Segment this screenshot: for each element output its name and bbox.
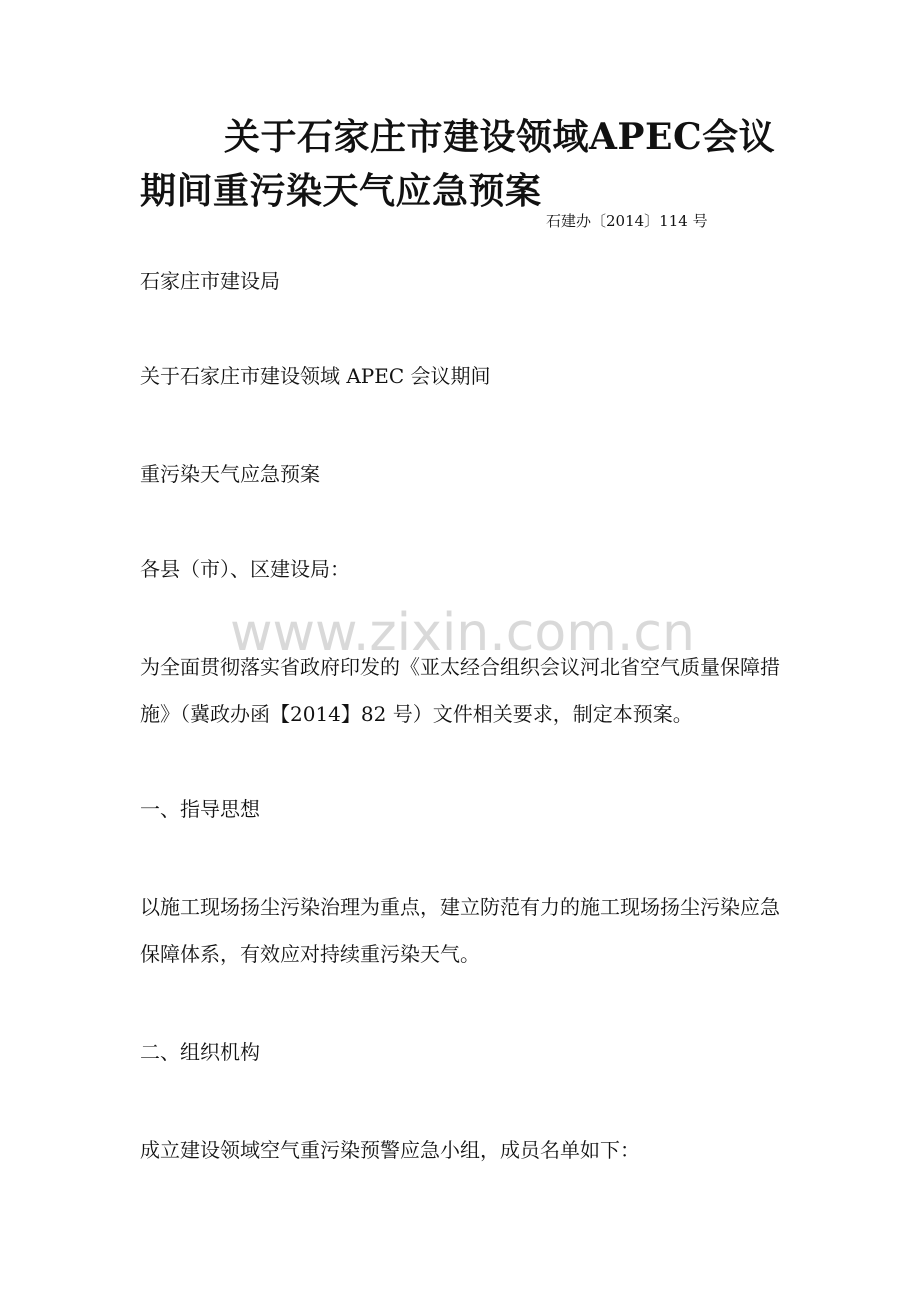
section-1-heading: 一、指导思想 xyxy=(140,797,260,821)
section-2-paragraph: 成立建设领域空气重污染预警应急小组，成员名单如下： xyxy=(140,1138,640,1162)
document-title: 关于石家庄市建设领域APEC会议期间重污染天气应急预案 xyxy=(140,116,776,212)
subtitle-line-2: 重污染天气应急预案 xyxy=(140,462,320,486)
intro-paragraph: 为全面贯彻落实省政府印发的《亚太经合组织会议河北省空气质量保障措施》（冀政办函【2014】82 号）文件相关要求，制定本预案。 xyxy=(140,655,780,726)
document-number: 石建办〔2014〕114 号 xyxy=(546,212,708,230)
watermark: www.zixin.com.cn xyxy=(230,603,695,663)
section-1-paragraph: 以施工现场扬尘污染治理为重点，建立防范有力的施工现场扬尘污染应急保障体系，有效应对持续重污染天气。 xyxy=(140,895,780,966)
section-2-heading: 二、组织机构 xyxy=(140,1040,260,1064)
issuer-name: 石家庄市建设局 xyxy=(140,269,280,293)
recipients-line: 各县（市）、区建设局： xyxy=(140,557,350,581)
subtitle-line-1: 关于石家庄市建设领域 APEC 会议期间 xyxy=(140,364,491,388)
